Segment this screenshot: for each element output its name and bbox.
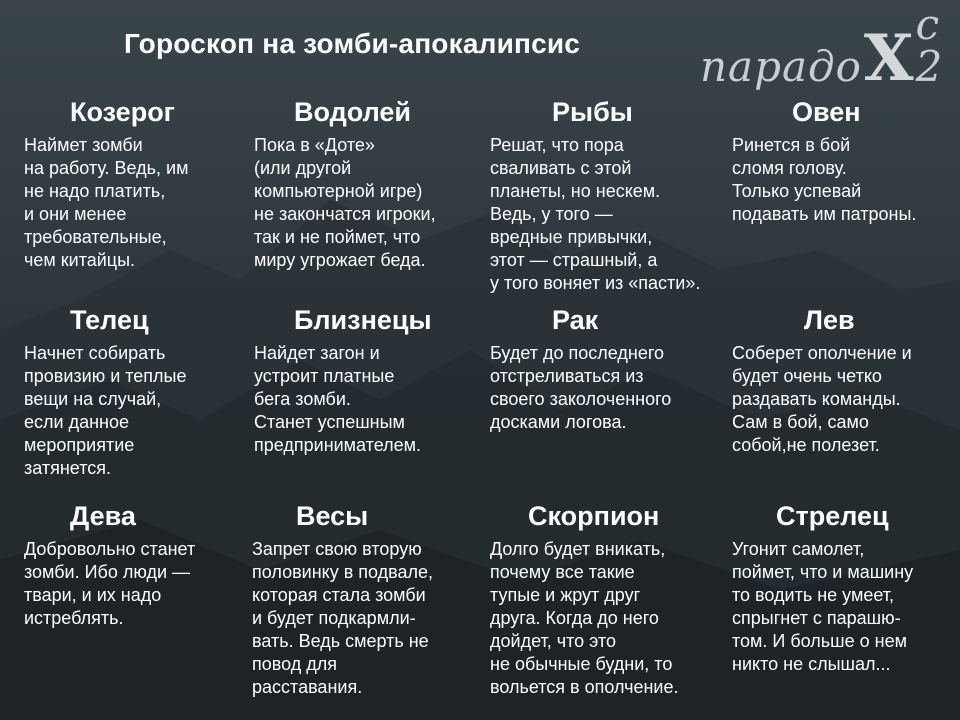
logo-part2: X (863, 21, 914, 97)
sign-text: Соберет ополчение и будет очень четко раздавать команды. Сам в бой, само собой,не полезет. (732, 343, 912, 455)
page-title: Гороскоп на зомби-апокалипсис (124, 28, 581, 59)
sign-text: Долго будет вникать, почему все такие тупые и жрут друг друга. Когда до него дойдет, что это не обычные будни, то вольется в ополчение. (490, 539, 679, 697)
sign-title: Весы (296, 501, 369, 531)
sign-title: Стрелец (776, 501, 889, 531)
sign-libra (252, 500, 480, 699)
sign-text: Ринется в бой сломя голову. Только успевай подавать им патроны. (732, 135, 917, 224)
sign-title: Козерог (70, 97, 175, 127)
sign-text: Запрет свою вторую половинку в подвале, которая стала зомби и будет подкармли- вать. Ведь смерть не повод для расставания. (252, 539, 434, 697)
sign-cancer (490, 304, 730, 434)
sign-text: Угонит самолет, поймет, что и машину то водить не умеет, спрыгнет с парашю- том. И больше о нем никто не слышал... (732, 539, 914, 674)
sign-taurus (24, 304, 234, 480)
sign-title: Рыбы (552, 97, 633, 127)
sign-text: Наймет зомби на работу. Ведь, им не надо платить, и они менее требовательные, чем китайцы. (24, 135, 189, 270)
sign-gemini (254, 304, 479, 457)
sign-title: Овен (792, 97, 861, 127)
sign-scorpio (490, 500, 730, 699)
sign-text: Найдет загон и устроит платные бега зомби. Станет успешным предпринимателем. (254, 343, 422, 455)
sign-pisces (490, 96, 730, 295)
sign-aquarius (254, 96, 479, 272)
sign-text: Добровольно станет зомби. Ибо люди — твари, и их надо истреблять. (24, 539, 196, 628)
logo (700, 0, 960, 97)
sign-text: Начнет собирать провизию и теплые вещи на случай, если данное мероприятие затянется. (24, 343, 187, 478)
sign-aries (732, 96, 954, 226)
logo-part1: парадо (700, 42, 862, 91)
sign-title: Дева (70, 501, 136, 531)
logo-part3: с 2 (915, 0, 943, 91)
sign-title: Скорпион (528, 501, 660, 531)
sign-title: Лев (804, 305, 855, 335)
sign-title: Водолей (294, 97, 412, 127)
sign-title: Телец (70, 305, 149, 335)
sign-leo (732, 304, 954, 457)
sign-title: Рак (552, 305, 599, 335)
sign-text: Пока в «Доте» (или другой компьютерной игре) не закончатся игроки, так и не поймет, что миру угрожает беда. (254, 135, 436, 270)
sign-capricorn (24, 96, 234, 272)
sign-title: Близнецы (294, 305, 432, 335)
sign-virgo (24, 500, 234, 630)
sign-text: Решат, что пора сваливать с этой планеты, но нескем. Ведь, у того — вредные привычки, этот — страшный, а у того воняет из «пасти». (490, 135, 701, 293)
sign-sagittarius (732, 500, 954, 676)
sign-text: Будет до последнего отстреливаться из своего заколоченного досками логова. (490, 343, 672, 432)
